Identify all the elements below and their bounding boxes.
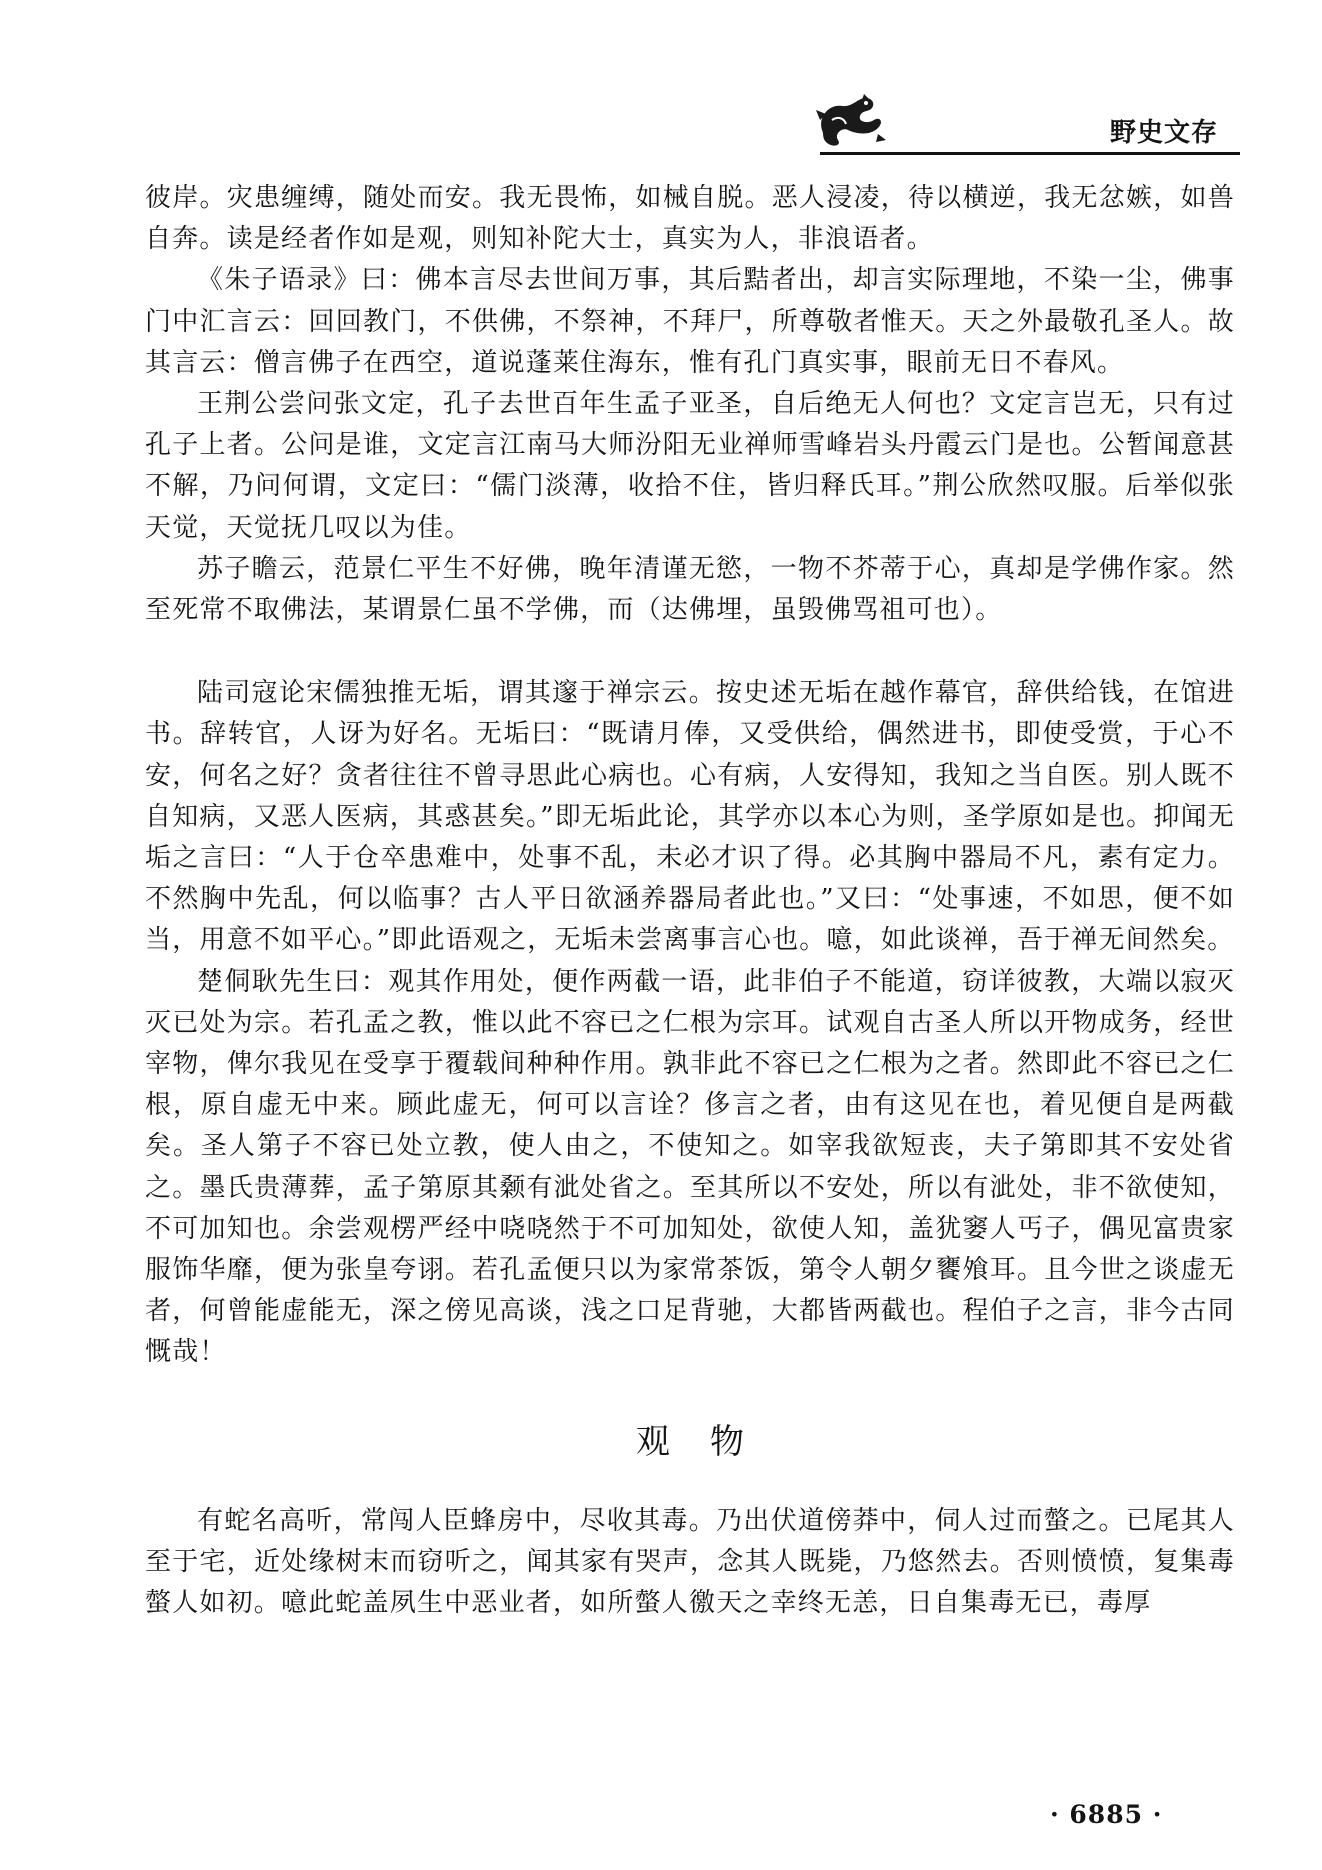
dragon-emblem-icon xyxy=(812,90,888,154)
page-number: · 6885 · xyxy=(1050,1800,1163,1829)
header-rule xyxy=(820,152,1240,155)
paragraph: 彼岸。灾患缠缚，随处而安。我无畏怖，如械自脱。恶人浸凌，待以横逆，我无忿嫉，如兽自奔。读是经者作如是观，则知补陀大士，真实为人，非浪语者。 xyxy=(145,183,1235,255)
running-header-title: 野史文存 xyxy=(1110,118,1219,148)
page-body xyxy=(145,178,1235,1624)
paragraph: 有蛇名高听，常闯人臣蜂房中，尽收其毒。乃出伏道傍莽中，伺人过而螫之。已尾其人至于宅，近处缘树末而窃听之，闻其家有哭声，念其人既毙，乃悠然去。否则愤愤，复集毒螫人如初。噫此蛇盖夙生中恶业者，如所螫人徼天之幸终无恙，日自集毒无已，毒厚 xyxy=(145,1505,1235,1619)
paragraph: 陆司寇论宋儒独推无垢，谓其邃于禅宗云。按史述无垢在越作幕官，辞供给钱，在馆进书。辞转官，人讶为好名。无垢曰：“既请月俸，又受供给，偶然进书，即使受赏，于心不安，何名之好？贪者往往不曾寻思此心病也。心有病，人安得知，我知之当自医。别人既不自知病，又恶人医病，其惑甚矣。”即无垢此论，其学亦以本心为则，圣学原如是也。抑闻无垢之言曰：“人于仓卒患难中，处事不乱，未必才识了得。必其胸中器局不凡，素有定力。不然胸中先乱，何以临事？古人平日欲涵养器局者此也。”又曰：“处事速，不如思，便不如当，用意不如平心。”即此语观之，无垢未尝离事言心也。噫，如此谈禅，吾于禅无间然矣。 xyxy=(145,678,1235,956)
paragraph: 《朱子语录》曰：佛本言尽去世间万事，其后黠者出，却言实际理地，不染一尘，佛事门中汇言云：回回教门，不供佛，不祭神，不拜尸，所尊敬者惟天。天之外最敬孔圣人。故其言云：僧言佛子在西空，道说蓬莱住海东，惟有孔门真实事，眼前无日不春风。 xyxy=(145,265,1235,378)
paragraph: 苏子瞻云，范景仁平生不好佛，晚年清谨无慾，一物不芥蒂于心，真却是学佛作家。然至死常不取佛法，某谓景仁虽不学佛，而（达佛埋，虽毁佛骂祖可也）。 xyxy=(145,553,1235,626)
paragraph-gap xyxy=(145,631,1235,673)
paragraph: 楚侗耿先生曰：观其作用处，便作两截一语，此非伯子不能道，窃详彼教，大端以寂灭灭已处为宗。若孔孟之教，惟以此不容已之仁根为宗耳。试观自古圣人所以开物成务，经世宰物，俾尔我见在受享于覆载间种种作用。孰非此不容已之仁根为之者。然即此不容已之仁根，原自虚无中来。顾此虚无，何可以言诠？侈言之者，由有这见在也，着见便自是两截矣。圣人第子不容已处立教，使人由之，不使知之。如宰我欲短丧，夫子第即其不安处省之。墨氏贵薄葬，孟子第原其颡有泚处省之。至其所以不安处，所以有泚处，非不欲使知，不可加知也。余尝观楞严经中哓哓然于不可加知处，欲使人知，盖犹窭人丐子，偶见富贵家服饰华靡，便为张皇夸诩。若孔孟便只以为家常茶饭，第令人朝夕饔飧耳。且今世之谈虚无者，何曾能虚能无，深之傍见高谈，浅之口足背驰，大都皆两截也。程伯子之言，非今古同慨哉！ xyxy=(145,966,1235,1368)
paragraph: 王荆公尝问张文定，孔子去世百年生孟子亚圣，自后绝无人何也？文定言岂无，只有过孔子上者。公问是谁，文定言江南马大师汾阳无业禅师雪峰岩头丹霞云门是也。公暂闻意甚不解，乃问何谓，文定曰：“儒门淡薄，收拾不住，皆归释氏耳。”荆公欣然叹服。后举似张天觉，天觉抚几叹以为佳。 xyxy=(145,389,1235,543)
section-heading: 观物 xyxy=(636,1421,784,1462)
